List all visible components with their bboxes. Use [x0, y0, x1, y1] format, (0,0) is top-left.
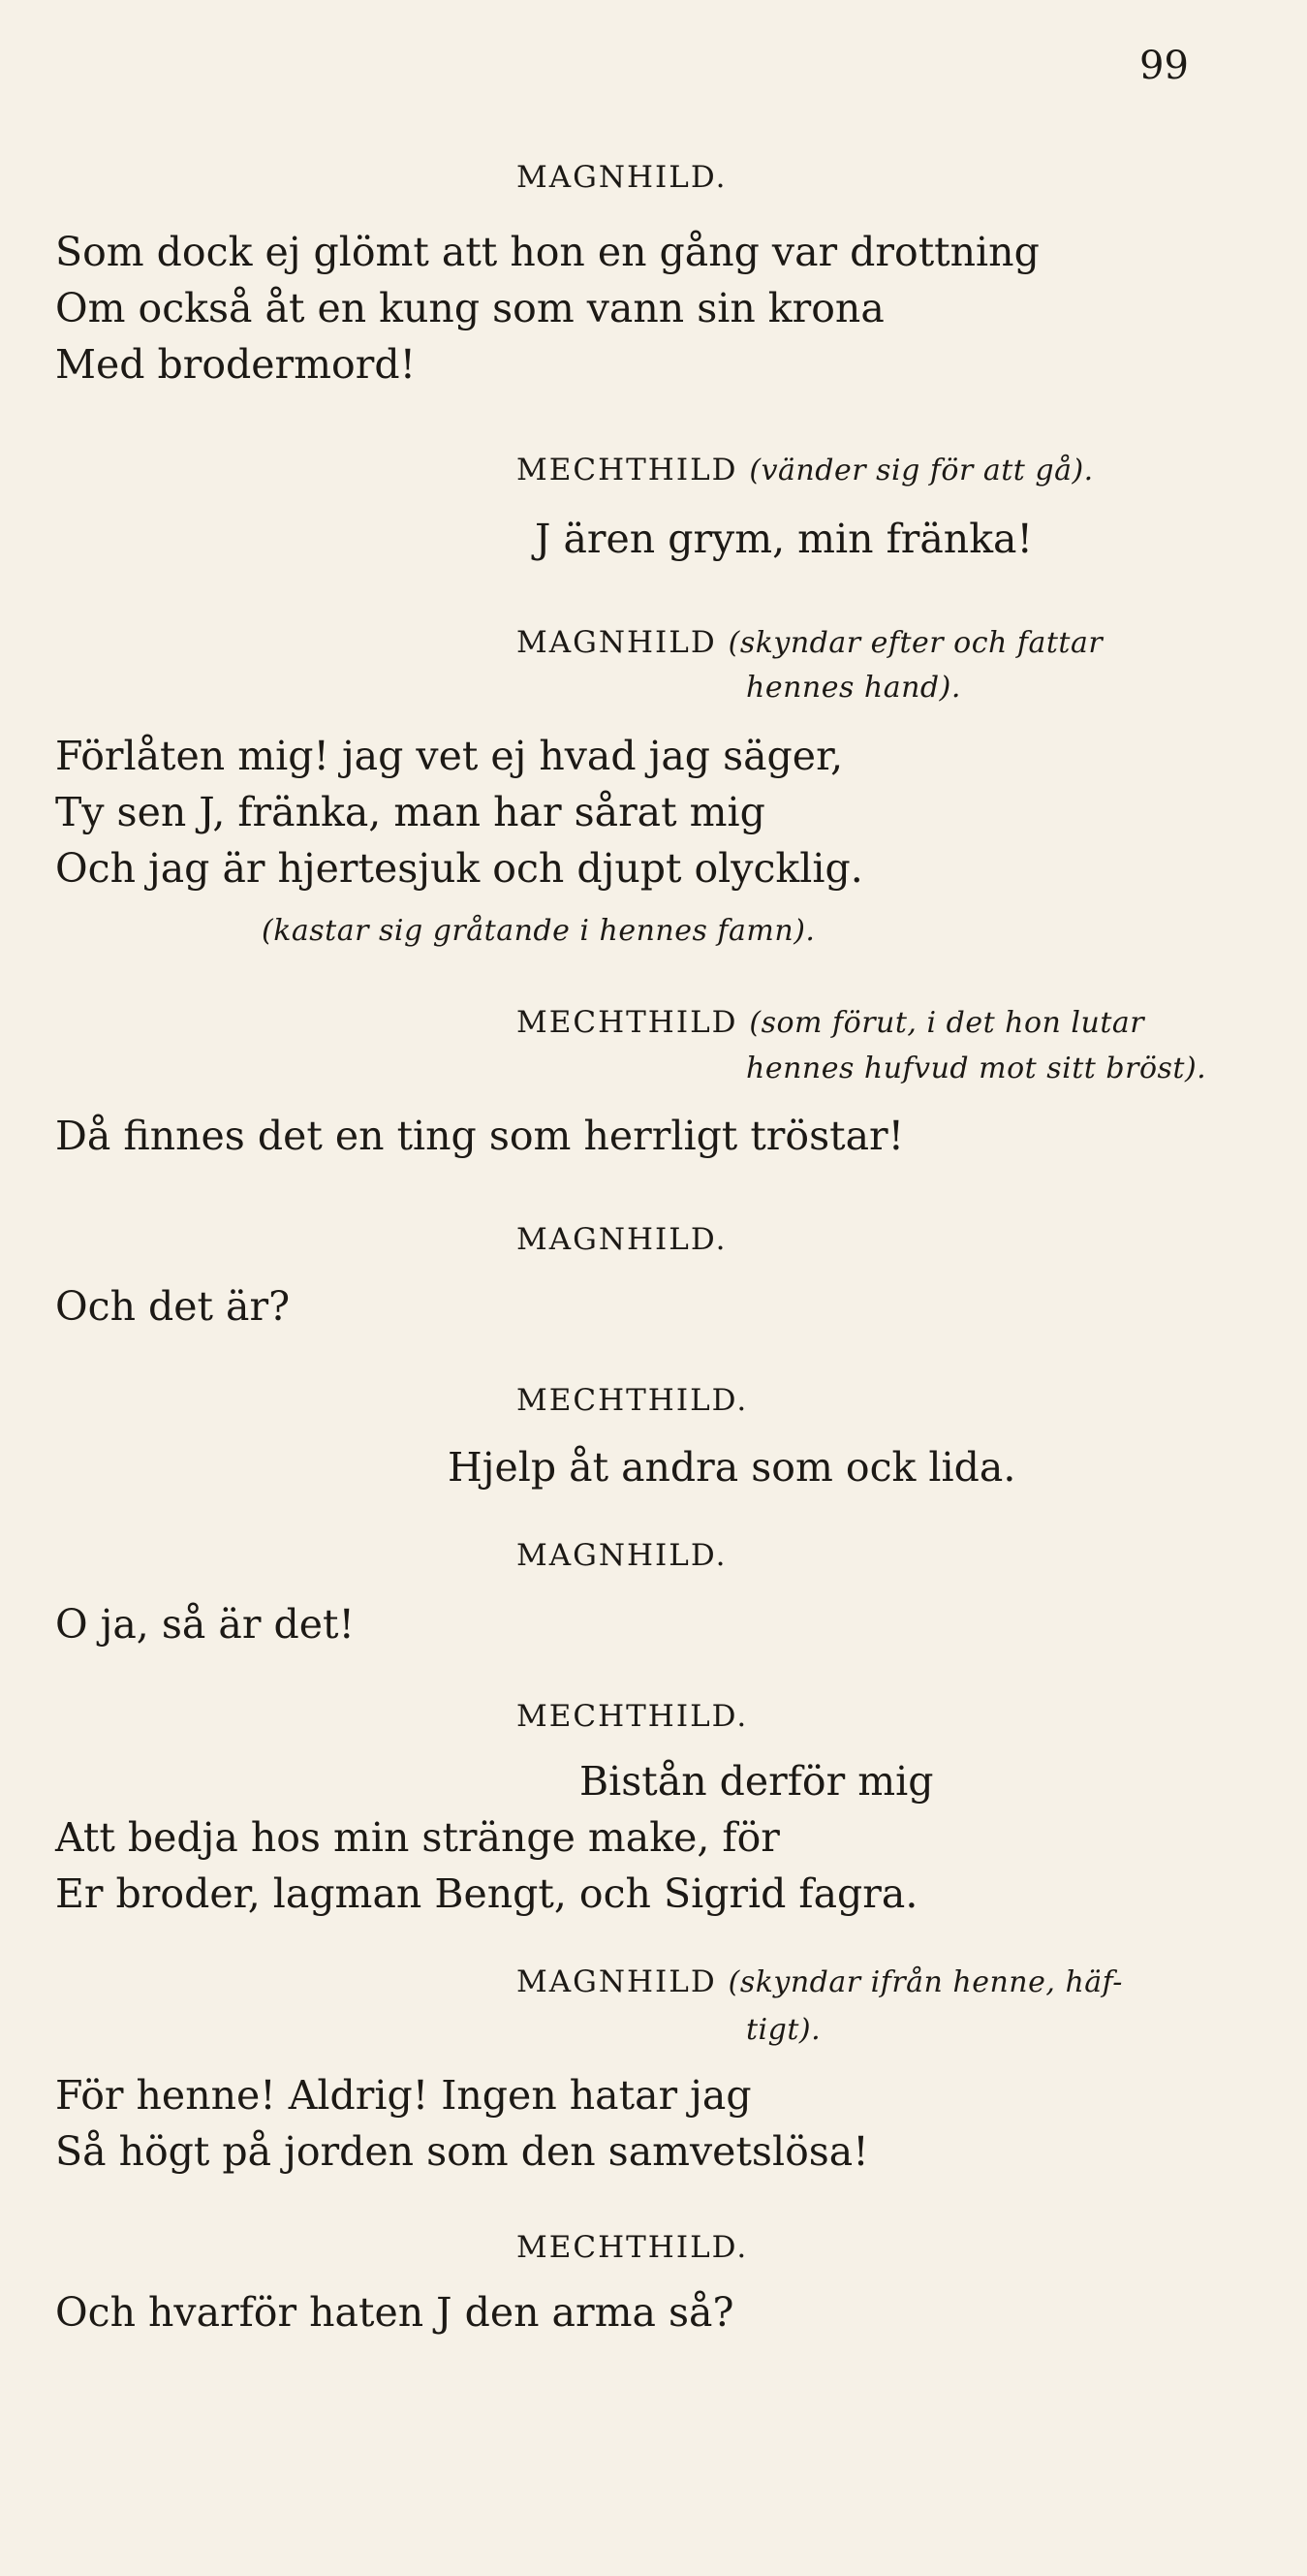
speaker-mechthild: MECHTHILD. — [516, 1383, 749, 1418]
speaker-name: MAGNHILD — [516, 1964, 717, 1999]
verse-line: Bistån derför mig — [579, 1758, 934, 1805]
verse-line: För henne! Aldrig! Ingen hatar jag — [55, 2072, 752, 2119]
speaker-mechthild: MECHTHILD. — [516, 1699, 749, 1734]
speaker-name: MECHTHILD — [516, 453, 738, 487]
stage-direction: (som förut, i det hon lutar — [749, 1006, 1145, 1040]
stage-direction: (skyndar efter och fattar — [728, 626, 1104, 660]
verse-line: Så högt på jorden som den samvetslösa! — [55, 2128, 869, 2175]
speaker-magnhild — [516, 625, 1104, 660]
verse-line: Förlåten mig! jag vet ej hvad jag säger, — [55, 733, 844, 779]
speaker-magnhild — [516, 1964, 1123, 1999]
speaker-name: MECHTHILD — [516, 1005, 738, 1040]
verse-line: Då finnes det en ting som herrligt tröstar! — [55, 1113, 905, 1159]
verse-line: O ja, så är det! — [55, 1601, 355, 1648]
verse-line: Er broder, lagman Bengt, och Sigrid fagra. — [55, 1870, 918, 1917]
speaker-magnhild: MAGNHILD. — [516, 1538, 728, 1573]
verse-line: Ty sen J, fränka, man har sårat mig — [55, 789, 765, 835]
verse-line: Och det är? — [55, 1283, 291, 1330]
verse-line: Att bedja hos min stränge make, för — [55, 1814, 780, 1861]
verse-line: Och hvarför haten J den arma så? — [55, 2289, 734, 2336]
stage-direction: (skyndar ifrån henne, häf- — [728, 1965, 1123, 1999]
verse-line: Och jag är hjertesjuk och djupt olycklig. — [55, 845, 863, 892]
stage-direction: (kastar sig gråtande i hennes famn). — [262, 914, 816, 948]
speaker-mechthild: MECHTHILD. — [516, 2230, 749, 2265]
speaker-mechthild — [516, 1005, 1145, 1040]
stage-direction-cont: hennes hufvud mot sitt bröst). — [746, 1052, 1207, 1085]
page-number: 99 — [1139, 44, 1189, 88]
stage-direction: (vänder sig för att gå). — [749, 454, 1094, 487]
speaker-magnhild: MAGNHILD. — [516, 160, 728, 195]
speaker-magnhild: MAGNHILD. — [516, 1222, 728, 1257]
verse-line: Om också åt en kung som vann sin krona — [55, 285, 885, 331]
verse-line: Som dock ej glömt att hon en gång var drottning — [55, 229, 1040, 275]
stage-direction-cont: hennes hand). — [746, 671, 961, 705]
stage-direction-cont: tigt). — [746, 2013, 822, 2047]
verse-line: J ären grym, min fränka! — [535, 516, 1033, 562]
verse-line: Med brodermord! — [55, 341, 417, 388]
speaker-name: MAGNHILD — [516, 625, 717, 660]
verse-line: Hjelp åt andra som ock lida. — [448, 1444, 1016, 1491]
speaker-mechthild — [516, 453, 1094, 487]
